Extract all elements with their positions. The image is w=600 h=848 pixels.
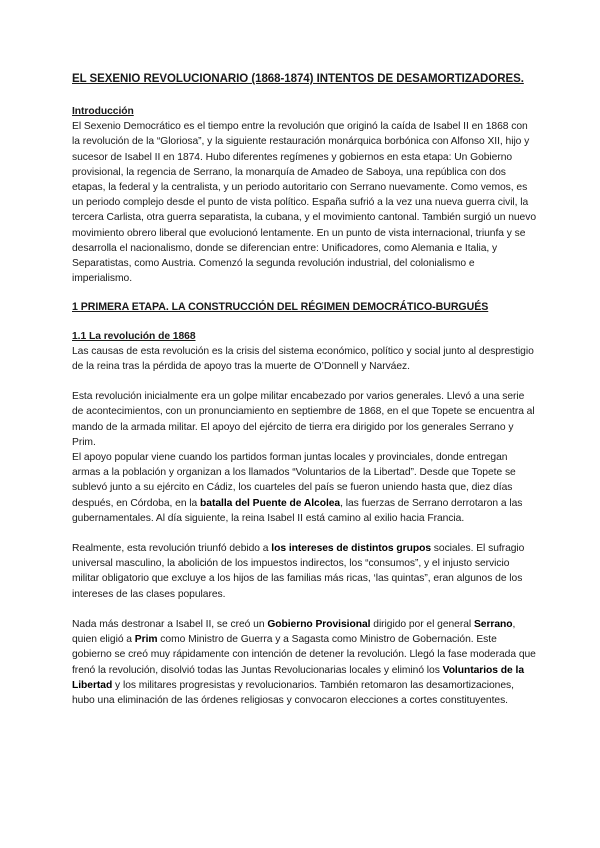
text-run: y los militares progresistas y revolucionarios. También retomaron las desamortizaciones, hubo una eliminación de las órdenes religiosas y convocaron elecciones a cortes constituyentes.	[72, 679, 514, 706]
intro-heading: Introducción	[72, 106, 134, 117]
text-run: dirigido por el general	[370, 618, 474, 630]
text-run: , las fuerzas de Serrano derrotaron a las gubernamentales. Al día siguiente, la reina Isabel II está camino al exilio hacia Francia.	[72, 497, 523, 524]
paragraph-interests	[72, 541, 536, 602]
paragraph-popular-support	[72, 450, 536, 526]
subsection-1-1-heading: 1.1 La revolución de 1868	[72, 330, 196, 342]
text-run: Realmente, esta revolución triunfó debido a	[72, 543, 272, 555]
text-run: El apoyo popular viene cuando los partidos forman juntas locales y provinciales, donde entregan armas a la población y organizan a los llamados “Voluntarios de la Libertad”. Desde que Topete se sublevó junto a su ejército en Cádiz, los cuarteles del país se fueron uniendo hasta que, diez días después, en Córdoba, en la	[72, 452, 516, 509]
section-1-heading: 1 PRIMERA ETAPA. LA CONSTRUCCIÓN DEL RÉGIMEN DEMOCRÁTICO-BURGUÉS	[72, 301, 489, 314]
text-run: sociales. El sufragio universal masculino, la abolición de los impuestos indirectos, los “consumos”, y el injusto servicio militar obligatorio que excluye a los hijos de las familias más ricas, ‘las quintas”, eran algunos de los intereses de las clases populares.	[72, 543, 525, 600]
bold-prim: Prim	[134, 634, 158, 646]
bold-alcolea: batalla del Puente de Alcolea	[200, 497, 341, 509]
intro-paragraph: El Sexenio Democrático es el tiempo entre la revolución que originó la caída de Isabel II en 1868 con la revolución de la “Gloriosa”, y la siguiente restauración monárquica borbónica con Alfonso XII, hijo y sucesor de Isabel II en 1874. Hubo diferentes regímenes y gobiernos en esta etapa: Un Gobierno provisional, la regencia de Serrano, la monarquía de Amadeo de Saboya, una república con dos etapas, la federal y la centralista, y un periodo autoritario con Serrano nuevamente. Como vemos, es un periodo complejo desde el punto de vista político. España sufrió a la vez una nueva guerra civil, la tercera Carlista, otra guerra separatista, la cubana, y el movimiento cantonal. También surgió un nuevo movimiento obrero liberal que evolucionó lentamente. En un punto de vista internacional, triunfa y se desarrolla el nacionalismo, donde se diferencian entre: Unificadores, como Alemania e Italia, y Separatistas, como Austria. Comenzó la segunda revolución industrial, del colonialismo e imperialismo.	[72, 121, 536, 285]
bold-gobierno-provisional: Gobierno Provisional	[267, 618, 371, 630]
text-run: Nada más destronar a Isabel II, se creó un	[72, 618, 268, 630]
document-title: EL SEXENIO REVOLUCIONARIO (1868-1874) INTENTOS DE DESAMORTIZADORES.	[72, 73, 524, 85]
bold-voluntarios: Voluntarios de la Libertad	[72, 664, 524, 691]
paragraph-provisional-government	[72, 617, 536, 708]
paragraph-military-coup: Esta revolución inicialmente era un golpe militar encabezado por varios generales. Llevó a una serie de acontecimientos, con un pronunciamiento en septiembre de 1868, en el que Topete se encuentra al mando de la armada militar. El apoyo del ejército de tierra era dirigido por los generales Serrano y Prim.	[72, 391, 535, 448]
text-run: como Ministro de Guerra y a Sagasta como Ministro de Gobernación. Este gobierno se creó muy rápidamente con intención de detener la revolución. Llegó la fase moderada que frenó la revolución, disolvió todas las Juntas Revolucionarias locales y eliminó los	[72, 634, 536, 676]
bold-serrano: Serrano	[473, 618, 513, 630]
bold-interests: los intereses de distintos grupos	[271, 543, 431, 555]
text-run: , quien eligió a	[72, 618, 516, 646]
paragraph-causes: Las causas de esta revolución es la crisis del sistema económico, político y social junto al desprestigio de la reina tras la pérdida de apoyo tras la muerte de O’Donnell y Narváez.	[72, 345, 534, 373]
